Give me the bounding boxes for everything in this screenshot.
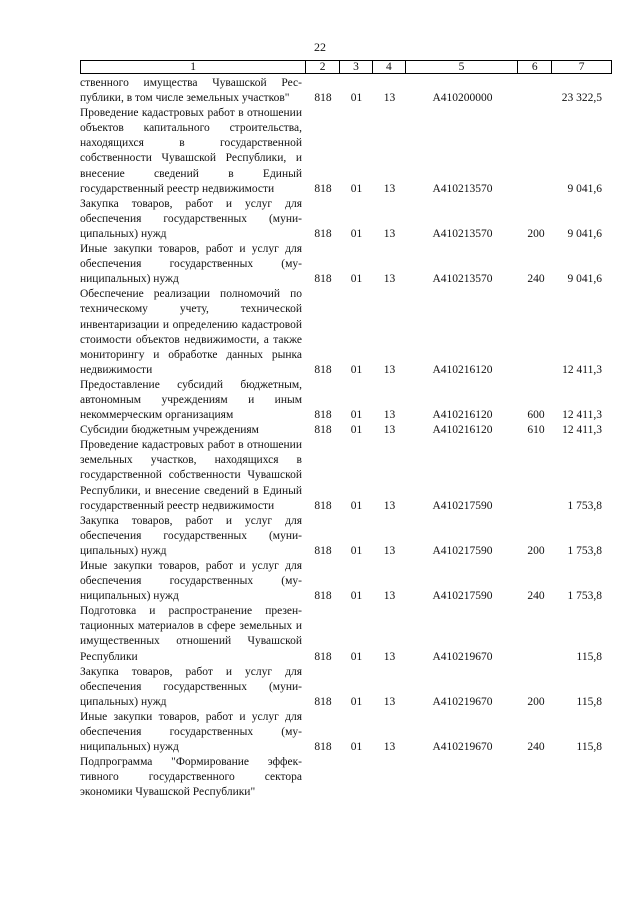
row-expense-type: 200 — [527, 227, 545, 240]
row-amount: 115,8 — [576, 695, 602, 708]
row-target-code: А410216120 — [432, 409, 493, 422]
row-name: Закупка товаров, работ и услуг для обеспечения государственных (муниципальных) нужд — [80, 514, 302, 557]
header-col-7: 7 — [578, 61, 585, 73]
row-section: 01 — [350, 590, 363, 603]
row-name: Иные закупки товаров, работ и услуг для обеспечения государственных (муниципальных) нужд — [80, 560, 302, 603]
table-row — [80, 76, 612, 106]
row-subsection: 13 — [383, 273, 396, 286]
row-expense-type: 240 — [527, 590, 545, 603]
row-section: 01 — [350, 363, 363, 376]
row-target-code: А410217590 — [432, 544, 493, 557]
row-name: Подпрограмма "Формирование эффективного государственного сектора экономики Чувашской Республики" — [80, 756, 302, 799]
row-name: Иные закупки товаров, работ и услуг для обеспечения государственных (муниципальных) нужд — [80, 710, 302, 754]
table-row — [80, 287, 612, 378]
row-name: Закупка товаров, работ и услуг для обеспечения государственных (муниципальных) нужд — [80, 197, 302, 240]
table-row — [80, 514, 612, 559]
row-section: 01 — [350, 227, 363, 240]
row-subsection: 13 — [383, 424, 396, 437]
row-ministry: 818 — [314, 409, 332, 422]
table-row — [80, 604, 612, 664]
row-amount: 1 753,8 — [567, 499, 602, 512]
header-col-1: 1 — [81, 61, 306, 73]
header-col-2: 2 — [306, 61, 340, 73]
row-name: ственного имущества Чувашской Республики, в том числе земельных участков" — [80, 77, 302, 105]
table-row — [80, 106, 612, 197]
row-section: 01 — [350, 499, 363, 512]
row-target-code: А410217590 — [432, 499, 493, 512]
table-row — [80, 197, 612, 242]
row-subsection: 13 — [383, 363, 396, 376]
row-section: 01 — [350, 182, 363, 195]
row-ministry: 818 — [314, 424, 332, 437]
row-ministry: 818 — [314, 544, 332, 557]
row-section: 01 — [350, 409, 363, 422]
row-ministry: 818 — [314, 695, 332, 708]
row-section: 01 — [350, 650, 363, 663]
table-row — [80, 710, 612, 755]
row-name: Предоставление субсидий бюджетным, автономным учреждениям и иным некоммерческим организациям — [80, 378, 302, 422]
row-amount: 12 411,3 — [562, 363, 602, 376]
table-row — [80, 423, 612, 438]
row-section: 01 — [350, 92, 363, 105]
row-subsection: 13 — [383, 182, 396, 195]
row-amount: 9 041,6 — [567, 227, 602, 240]
row-amount: 12 411,3 — [562, 424, 602, 437]
row-name: Подготовка и распространение презентационных материалов в сфере земельных и имущественных отношений Чувашской Республики — [80, 605, 302, 663]
row-subsection: 13 — [383, 544, 396, 557]
row-ministry: 818 — [314, 499, 332, 512]
row-name: Иные закупки товаров, работ и услуг для обеспечения государственных (муниципальных) нужд — [80, 243, 302, 286]
row-target-code: А410219670 — [432, 695, 493, 708]
table-row — [80, 755, 612, 800]
row-target-code: А410213570 — [432, 273, 493, 286]
row-target-code: А410213570 — [432, 182, 493, 195]
row-subsection: 13 — [383, 650, 396, 663]
row-ministry: 818 — [314, 650, 332, 663]
row-name: Субсидии бюджетным учреждениям — [80, 424, 259, 437]
row-name: Проведение кадастровых работ в отношении земельных участков, находящихся в государственной собственности Чувашской Республики, и внесение сведений в Единый государственный реестр недвижимости — [80, 439, 302, 512]
row-subsection: 13 — [383, 499, 396, 512]
row-ministry: 818 — [314, 363, 332, 376]
row-amount: 1 753,8 — [567, 590, 602, 603]
header-col-4: 4 — [373, 61, 406, 73]
row-subsection: 13 — [383, 92, 396, 105]
row-subsection: 13 — [383, 741, 396, 754]
row-expense-type: 200 — [527, 544, 545, 557]
row-expense-type: 200 — [527, 695, 545, 708]
row-amount: 115,8 — [576, 650, 602, 663]
row-name: Закупка товаров, работ и услуг для обеспечения государственных (муниципальных) нужд — [80, 665, 302, 708]
row-expense-type: 600 — [527, 409, 545, 422]
row-amount: 9 041,6 — [567, 273, 602, 286]
header-col-6: 6 — [518, 61, 552, 73]
header-col-3: 3 — [340, 61, 373, 73]
row-target-code: А410217590 — [432, 590, 493, 603]
page-number: 22 — [314, 40, 326, 54]
table-row — [80, 559, 612, 604]
row-amount: 9 041,6 — [567, 182, 602, 195]
row-ministry: 818 — [314, 741, 332, 754]
row-subsection: 13 — [383, 590, 396, 603]
row-expense-type: 240 — [527, 273, 545, 286]
row-expense-type: 610 — [527, 424, 545, 437]
header-col-5: 5 — [406, 61, 519, 73]
row-section: 01 — [350, 544, 363, 557]
row-target-code: А410219670 — [432, 741, 493, 754]
row-target-code: А410200000 — [432, 92, 493, 105]
row-ministry: 818 — [314, 227, 332, 240]
table-body — [80, 76, 612, 801]
row-expense-type: 240 — [527, 741, 545, 754]
row-target-code: А410216120 — [432, 363, 493, 376]
row-ministry: 818 — [314, 92, 332, 105]
row-section: 01 — [350, 695, 363, 708]
row-target-code: А410216120 — [432, 424, 493, 437]
row-section: 01 — [350, 741, 363, 754]
row-section: 01 — [350, 273, 363, 286]
table-row — [80, 378, 612, 423]
row-subsection: 13 — [383, 409, 396, 422]
row-section: 01 — [350, 424, 363, 437]
row-amount: 12 411,3 — [562, 409, 602, 422]
row-ministry: 818 — [314, 182, 332, 195]
row-ministry: 818 — [314, 273, 332, 286]
row-amount: 23 322,5 — [561, 92, 602, 105]
table-row — [80, 242, 612, 287]
row-target-code: А410213570 — [432, 227, 493, 240]
row-name: Проведение кадастровых работ в отношении объектов капитального строительства, находящихся в государственной собственности Чувашской Республики, и внесение сведений в Единый государственный реестр недвижимости — [80, 107, 302, 195]
table-header — [80, 60, 612, 74]
table-row — [80, 438, 612, 513]
row-name: Обеспечение реализации полномочий по техническому учету, технической инвентаризации и определению кадастровой стоимости объектов недвижимости, а также мониторингу и обработке данных рынка недвижимости — [80, 288, 302, 376]
row-target-code: А410219670 — [432, 650, 493, 663]
row-amount: 1 753,8 — [567, 544, 602, 557]
table-row — [80, 665, 612, 710]
row-ministry: 818 — [314, 590, 332, 603]
row-subsection: 13 — [383, 695, 396, 708]
row-subsection: 13 — [383, 227, 396, 240]
row-amount: 115,8 — [576, 741, 602, 754]
